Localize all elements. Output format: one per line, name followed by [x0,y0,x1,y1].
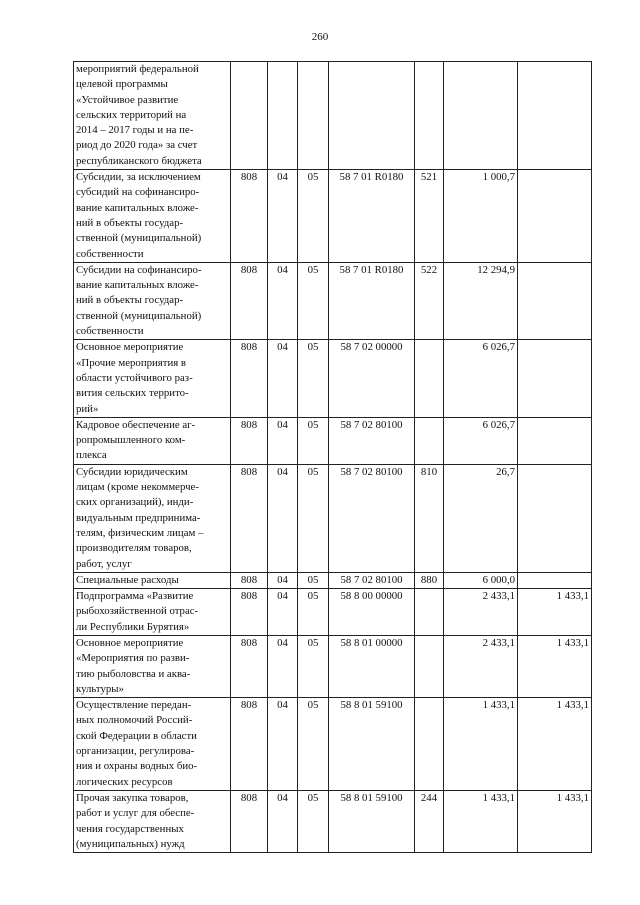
name-line: Осуществление передан- [76,699,192,712]
name-line: ний в объекты государ- [76,294,184,307]
cell-amount-federal [518,340,592,417]
cell-subsection: 05 [298,170,329,263]
cell-section: 04 [268,572,298,588]
cell-section: 04 [268,635,298,697]
name-line: риод до 2020 года» за счет [76,139,198,152]
cell-name [74,340,231,417]
cell-target-article: 58 7 01 R0180 [329,170,415,263]
table-row [74,170,592,263]
cell-amount: 12 294,9 [444,262,518,339]
name-line: ных полномочий Россий- [76,714,193,727]
cell-section: 04 [268,698,298,791]
cell-grbs [231,62,268,170]
cell-subsection: 05 [298,262,329,339]
name-line: субсидий на софинансиро- [76,186,200,199]
cell-section: 04 [268,589,298,636]
name-line: чения государственных [76,822,184,835]
cell-grbs: 808 [231,589,268,636]
cell-subsection: 05 [298,340,329,417]
table-row [74,572,592,588]
cell-amount: 1 433,1 [444,698,518,791]
name-line: работ, услуг [76,557,132,570]
table-body [74,62,592,853]
table-row [74,464,592,572]
name-line: вание капитальных вложе- [76,279,199,292]
name-line: рыбохозяйственной отрас- [76,605,199,618]
name-line: ских организаций), инди- [76,496,194,509]
cell-grbs: 808 [231,417,268,464]
cell-amount: 6 000,0 [444,572,518,588]
cell-amount-federal: 1 433,1 [518,589,592,636]
cell-expense-type: 522 [415,262,444,339]
name-line: Специальные расходы [76,573,179,586]
name-line: вание капитальных вложе- [76,201,199,214]
name-line: работ и услуг для обеспе- [76,807,195,820]
name-line: Кадровое обеспечение аг- [76,418,196,431]
name-line: Субсидии на софинансиро- [76,263,202,276]
name-line: целевой программы [76,78,168,91]
name-line: сельских территорий на [76,108,187,121]
name-line: ния и охраны водных био- [76,760,198,773]
cell-section: 04 [268,790,298,852]
cell-name [74,698,231,791]
cell-target-article: 58 7 01 R0180 [329,262,415,339]
cell-grbs: 808 [231,698,268,791]
table-row [74,589,592,636]
table-row [74,262,592,339]
cell-expense-type: 810 [415,464,444,572]
name-line: Субсидии юридическим [76,465,188,478]
cell-amount-federal: 1 433,1 [518,698,592,791]
name-line: ственной (муниципальной) [76,309,202,322]
name-line: «Прочие мероприятия в [76,356,187,369]
cell-grbs: 808 [231,790,268,852]
cell-amount-federal: 1 433,1 [518,635,592,697]
cell-grbs: 808 [231,572,268,588]
name-line: собственности [76,325,144,338]
name-line: Прочая закупка товаров, [76,791,189,804]
cell-name [74,170,231,263]
cell-expense-type: 880 [415,572,444,588]
budget-table [73,61,592,853]
cell-target-article: 58 7 02 80100 [329,572,415,588]
name-line: культуры» [76,682,124,695]
cell-section: 04 [268,262,298,339]
name-line: видуальным предпринима- [76,511,201,524]
name-line: телям, физическим лицам – [76,526,204,539]
name-line: ской Федерации в области [76,729,197,742]
name-line: плекса [76,449,107,462]
name-line: области устойчивого раз- [76,371,193,384]
cell-name [74,589,231,636]
cell-grbs: 808 [231,262,268,339]
cell-amount: 6 026,7 [444,340,518,417]
cell-expense-type [415,698,444,791]
name-line: «Мероприятия по разви- [76,652,190,665]
cell-expense-type: 521 [415,170,444,263]
cell-expense-type [415,589,444,636]
cell-name [74,62,231,170]
name-line: рий» [76,402,99,415]
table-row [74,340,592,417]
cell-section: 04 [268,464,298,572]
name-line: организации, регулирова- [76,745,195,758]
cell-expense-type: 244 [415,790,444,852]
name-line: вития сельских террито- [76,387,189,400]
cell-target-article: 58 7 02 80100 [329,417,415,464]
table-row [74,790,592,852]
cell-expense-type [415,417,444,464]
name-line: республиканского бюджета [76,154,202,167]
cell-grbs: 808 [231,635,268,697]
cell-amount-federal [518,62,592,170]
cell-amount: 1 000,7 [444,170,518,263]
cell-target-article: 58 7 02 80100 [329,464,415,572]
name-line: (муниципальных) нужд [76,837,185,850]
cell-subsection [298,62,329,170]
table-row [74,698,592,791]
name-line: Субсидии, за исключением [76,171,201,184]
cell-expense-type [415,62,444,170]
cell-name [74,262,231,339]
cell-amount: 26,7 [444,464,518,572]
name-line: тию рыболовства и аква- [76,667,191,680]
cell-grbs: 808 [231,340,268,417]
cell-amount: 2 433,1 [444,635,518,697]
name-line: производителям товаров, [76,542,192,555]
cell-amount: 1 433,1 [444,790,518,852]
name-line: «Устойчивое развитие [76,93,179,106]
cell-amount [444,62,518,170]
cell-name [74,635,231,697]
cell-amount: 6 026,7 [444,417,518,464]
cell-name [74,790,231,852]
cell-subsection: 05 [298,464,329,572]
cell-target-article [329,62,415,170]
cell-subsection: 05 [298,417,329,464]
name-line: мероприятий федеральной [76,63,199,75]
cell-amount-federal: 1 433,1 [518,790,592,852]
cell-amount-federal [518,262,592,339]
cell-name [74,572,231,588]
cell-target-article: 58 8 01 59100 [329,790,415,852]
cell-name [74,417,231,464]
cell-expense-type [415,635,444,697]
name-line: 2014 – 2017 годы и на пе- [76,124,194,137]
name-line: ственной (муниципальной) [76,232,202,245]
cell-section: 04 [268,417,298,464]
cell-target-article: 58 7 02 00000 [329,340,415,417]
cell-subsection: 05 [298,790,329,852]
cell-target-article: 58 8 01 59100 [329,698,415,791]
cell-amount-federal [518,170,592,263]
name-line: ропромышленного ком- [76,434,186,447]
cell-grbs: 808 [231,170,268,263]
cell-section: 04 [268,170,298,263]
cell-amount: 2 433,1 [444,589,518,636]
cell-subsection: 05 [298,589,329,636]
cell-subsection: 05 [298,635,329,697]
cell-section: 04 [268,340,298,417]
table-row [74,635,592,697]
name-line: ли Республики Бурятия» [76,620,190,633]
cell-grbs: 808 [231,464,268,572]
cell-target-article: 58 8 00 00000 [329,589,415,636]
name-line: логических ресурсов [76,775,173,788]
name-line: Основное мероприятие [76,341,184,354]
cell-amount-federal [518,572,592,588]
name-line: Основное мероприятие [76,636,184,649]
name-line: Подпрограмма «Развитие [76,590,194,603]
cell-target-article: 58 8 01 00000 [329,635,415,697]
cell-amount-federal [518,464,592,572]
cell-section [268,62,298,170]
cell-subsection: 05 [298,698,329,791]
page-number: 260 [311,31,329,43]
cell-subsection: 05 [298,572,329,588]
cell-amount-federal [518,417,592,464]
cell-expense-type [415,340,444,417]
table-row [74,62,592,170]
table-row [74,417,592,464]
name-line: ний в объекты государ- [76,216,184,229]
cell-name [74,464,231,572]
name-line: лицам (кроме некоммерче- [76,481,199,494]
name-line: собственности [76,247,144,260]
